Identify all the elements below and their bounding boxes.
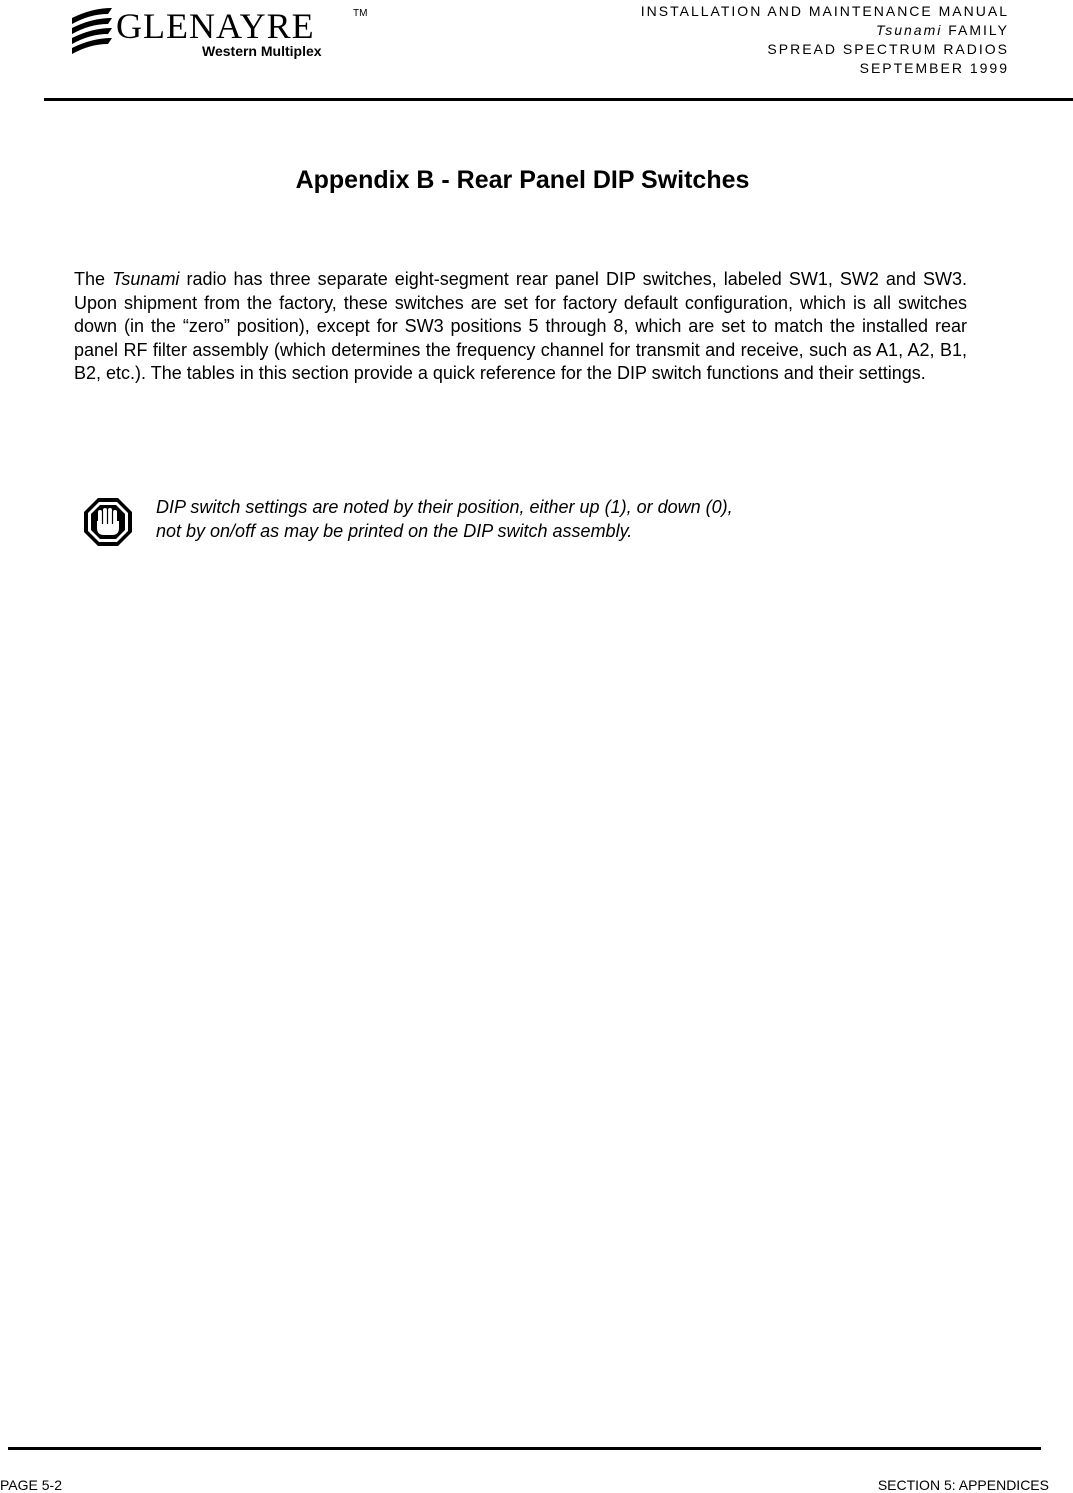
note-line-2: not by on/off as may be printed on the DIP switch assembly. [156,520,633,541]
note-callout [156,496,733,543]
header-line-3: SPREAD SPECTRUM RADIOS [767,41,1009,57]
intro-paragraph [74,268,967,386]
header-family: FAMILY [942,22,1009,38]
logo-name: GLENAYRE [116,6,315,46]
logo-trademark: TM [353,8,368,19]
intro-text-rest: radio has three separate eight-segment rear panel DIP switches, labeled SW1, SW2 and SW3. Upon shipment from the factory, these switches are set for factory default configuration, which is all switches down (in the “zero” position), except for SW3 positions 5 through 8, which are set to match the installed rear panel RF filter assembly (which determines the frequency channel for transmit and receive, such as A1, A2, B1, B2, etc.). The tables in this section provide a quick reference for the DIP switch functions and their settings. [74,269,967,383]
footer-divider [8,1447,1041,1450]
page-title [0,166,1073,195]
glenayre-logo [70,4,370,60]
logo-subtitle: Western Multiplex [202,43,322,59]
running-header [641,2,1009,78]
header-divider [44,98,1073,101]
header-product-name: Tsunami [875,22,943,38]
page-title-text: Appendix B - Rear Panel DIP Switches [295,166,750,194]
logo-graphic [70,4,370,60]
intro-text-start: The [74,269,113,289]
note-line-1: DIP switch settings are noted by their position, either up (1), or down (0), [156,497,733,517]
page-number: PAGE 5-2 [0,1477,62,1493]
header-line-2 [641,21,1009,40]
stop-hand-icon [83,497,133,547]
section-label: SECTION 5: APPENDICES [877,1477,1049,1493]
header-line-4: SEPTEMBER 1999 [859,60,1009,76]
header-line-1: INSTALLATION AND MAINTENANCE MANUAL [640,3,1009,19]
intro-product-name: Tsunami [112,269,180,289]
